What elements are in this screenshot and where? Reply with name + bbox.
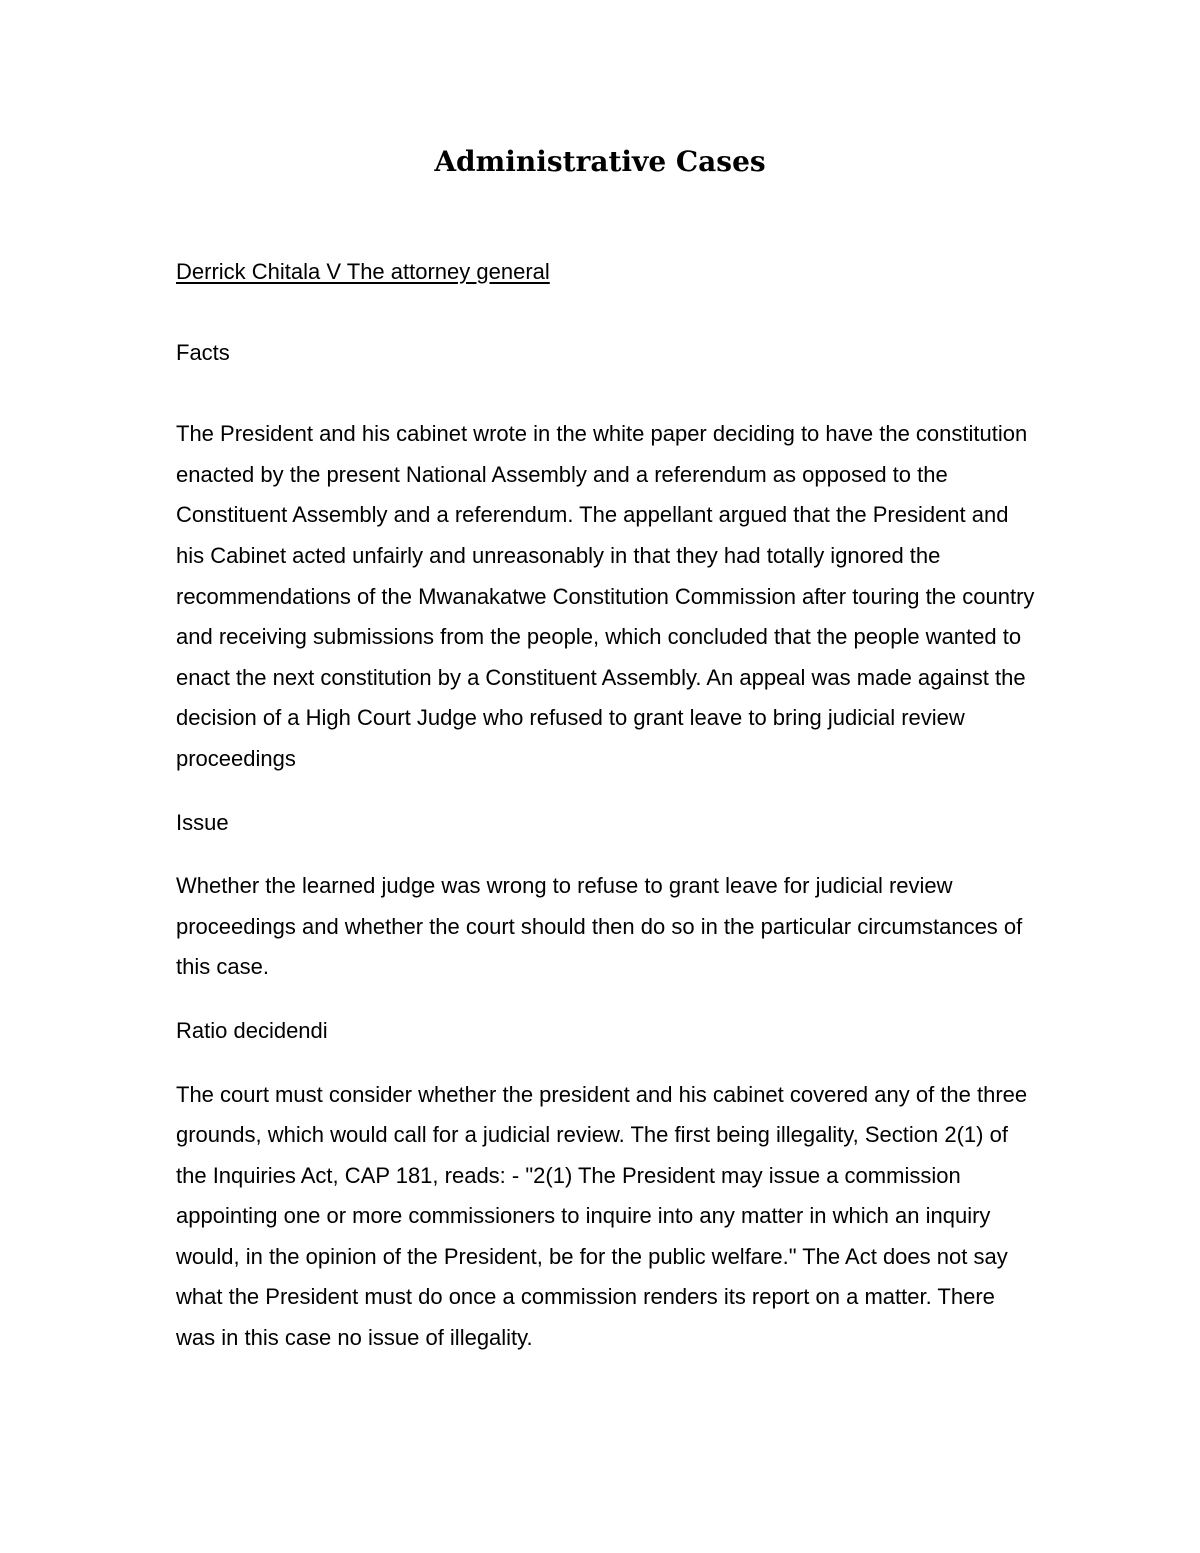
document-content [176,252,1036,1359]
spacer [176,780,1036,803]
spacer [176,373,1036,414]
case-title: Derrick Chitala V The attorney general [176,259,550,284]
issue-heading: Issue [176,809,229,835]
ratio-heading: Ratio decidendi [176,1017,328,1043]
facts-paragraph: The President and his cabinet wrote in the white paper deciding to have the constitution enacted by the present National Assembly and a referendum as opposed to the Constituent Assembly and a referendum. The appellant argued that the President and his Cabinet acted unfairly and unreasonably in that they had totally ignored the recommendations of the Mwanakatwe Constitution Commission after touring the country and receiving submissions from the people, which concluded that the people wanted to enact the next constitution by a Constituent Assembly. An appeal was made against the decision of a High Court Judge who refused to grant leave to bring judicial review proceedings [176,421,1035,771]
facts-heading: Facts [176,339,230,365]
spacer [176,293,1036,333]
spacer [176,1052,1036,1075]
spacer [176,843,1036,866]
ratio-paragraph: The court must consider whether the president and his cabinet covered any of the three grounds, which would call for a judicial review. The first being illegality, Section 2(1) of the Inquiries Act, CAP 181, reads: - "2(1) The President may issue a commission appointing one or more commissioners to inquire into any matter in which an inquiry would, in the opinion of the President, be for the public welfare." The Act does not say what the President must do once a commission renders its report on a matter. There was in this case no issue of illegality. [176,1081,1028,1351]
document-title: Administrative Cases [434,145,766,178]
spacer [176,988,1036,1011]
issue-paragraph: Whether the learned judge was wrong to refuse to grant leave for judicial review proceedings and whether the court should then do so in the particular circumstances of this case. [176,873,1023,980]
